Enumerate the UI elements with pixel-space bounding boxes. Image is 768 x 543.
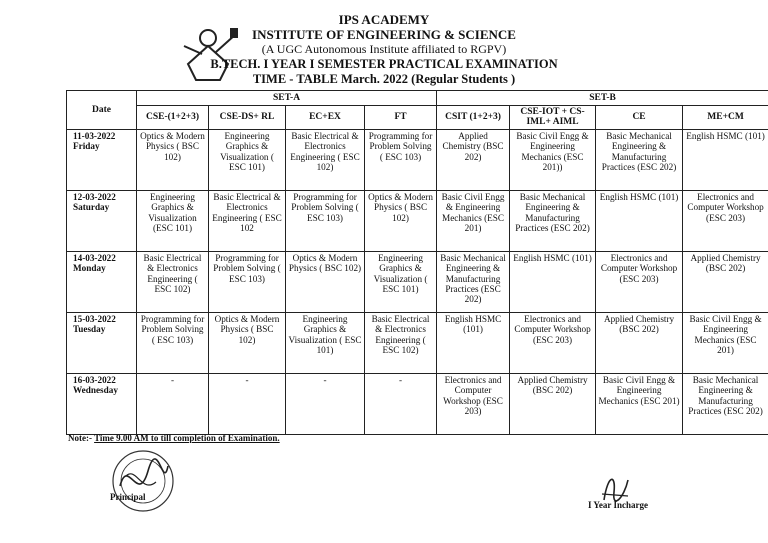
table-cell: Basic Civil Engg & Engineering Mechanics (ESC 201)) (510, 129, 596, 190)
day: Tuesday (73, 324, 106, 335)
column-header: CSIT (1+2+3) (437, 106, 510, 130)
table-cell: English HSMC (101) (437, 312, 510, 373)
date: 12-03-2022 (73, 191, 116, 202)
table-cell: Basic Civil Engg & Engineering Mechanics (ESC 201) (437, 190, 510, 251)
date: 11-03-2022 (73, 130, 116, 141)
column-header: ME+CM (683, 106, 768, 130)
table-cell: Basic Mechanical Engineering & Manufacturing Practices (ESC 202) (596, 129, 683, 190)
table-cell: - (365, 373, 437, 434)
column-header: CSE-IOT + CS-IML+ AIML (510, 106, 596, 130)
date: 15-03-2022 (73, 313, 116, 324)
table-cell: Engineering Graphics & Visualization ( ESC 101) (365, 251, 437, 312)
table-cell: Applied Chemistry (BSC 202) (510, 373, 596, 434)
timetable (66, 90, 768, 435)
table-cell: Programming for Problem Solving ( ESC 103) (209, 251, 286, 312)
exam-title: B.TECH. I YEAR I SEMESTER PRACTICAL EXAMINATION (210, 57, 558, 71)
date-cell (67, 373, 137, 434)
day: Friday (73, 141, 100, 152)
institute-seal-icon (108, 446, 178, 516)
date-header: Date (67, 91, 137, 130)
date: 16-03-2022 (73, 374, 116, 385)
table-cell: Optics & Modern Physics ( BSC 102) (137, 129, 209, 190)
day: Monday (73, 263, 106, 274)
table-cell: Optics & Modern Physics ( BSC 102) (286, 251, 365, 312)
table-cell: Engineering Graphics & Visualization ( ESC 101) (286, 312, 365, 373)
set-b-header: SET-B (437, 91, 768, 106)
date-cell (67, 129, 137, 190)
timetable-title: TIME - TABLE March. 2022 (Regular Students ) (252, 72, 516, 86)
table-cell: Programming for Problem Solving ( ESC 103) (137, 312, 209, 373)
document-header (0, 12, 768, 87)
table-cell: Basic Mechanical Engineering & Manufacturing Practices (ESC 202) (683, 373, 768, 434)
exam-time-note (68, 433, 280, 443)
year-incharge-label: I Year Incharge (588, 500, 648, 510)
table-cell: Basic Electrical & Electronics Engineering ( ESC 102) (365, 312, 437, 373)
table-cell: Electronics and Computer Workshop (ESC 203) (437, 373, 510, 434)
table-cell: Basic Electrical & Electronics Engineering ( ESC 102) (137, 251, 209, 312)
table-cell: Programming for Problem Solving ( ESC 103) (286, 190, 365, 251)
table-row (67, 312, 768, 373)
table-cell: Electronics and Computer Workshop (ESC 203) (596, 251, 683, 312)
table-cell: English HSMC (101) (596, 190, 683, 251)
table-cell: Basic Civil Engg & Engineering Mechanics (ESC 201) (683, 312, 768, 373)
table-cell: Basic Civil Engg & Engineering Mechanics (ESC 201) (596, 373, 683, 434)
column-header: CSE-(1+2+3) (137, 106, 209, 130)
table-cell: English HSMC (101) (683, 129, 768, 190)
column-header: FT (365, 106, 437, 130)
date-cell (67, 190, 137, 251)
table-cell: - (286, 373, 365, 434)
table-row (67, 129, 768, 190)
table-row (67, 251, 768, 312)
day: Saturday (73, 202, 110, 213)
table-cell: Basic Mechanical Engineering & Manufacturing Practices (ESC 202) (437, 251, 510, 312)
table-cell: Electronics and Computer Workshop (ESC 203) (683, 190, 768, 251)
note-prefix: Note:- (68, 433, 92, 443)
table-cell: Applied Chemistry (BSC 202) (683, 251, 768, 312)
column-header: CSE-DS+ RL (209, 106, 286, 130)
table-cell: Basic Mechanical Engineering & Manufacturing Practices (ESC 202) (510, 190, 596, 251)
table-row (67, 190, 768, 251)
institute-name: INSTITUTE OF ENGINEERING & SCIENCE (252, 27, 516, 42)
table-cell: Engineering Graphics & Visualization ( ESC 101) (209, 129, 286, 190)
date-cell (67, 251, 137, 312)
table-cell: - (209, 373, 286, 434)
table-row (67, 373, 768, 434)
table-cell: Optics & Modern Physics ( BSC 102) (365, 190, 437, 251)
set-header-row (67, 91, 768, 106)
table-cell: Basic Electrical & Electronics Engineering ( ESC 102) (286, 129, 365, 190)
table-cell: Electronics and Computer Workshop (ESC 203) (510, 312, 596, 373)
principal-label: Principal (110, 492, 146, 502)
table-cell: Programming for Problem Solving ( ESC 103) (365, 129, 437, 190)
table-cell: Optics & Modern Physics ( BSC 102) (209, 312, 286, 373)
affiliation: (A UGC Autonomous Institute affiliated to RGPV) (261, 42, 507, 56)
date-cell (67, 312, 137, 373)
day: Wednesday (73, 385, 118, 396)
note-text: Time 9.00 AM to till completion of Examination. (94, 433, 280, 443)
table-cell: Applied Chemistry (BSC 202) (437, 129, 510, 190)
column-header: CE (596, 106, 683, 130)
column-header: EC+EX (286, 106, 365, 130)
academy-name: IPS ACADEMY (338, 12, 430, 27)
table-cell: Applied Chemistry (BSC 202) (596, 312, 683, 373)
table-cell: Engineering Graphics & Visualization (ESC 101) (137, 190, 209, 251)
set-a-header: SET-A (137, 91, 437, 106)
column-header-row (67, 106, 768, 130)
date: 14-03-2022 (73, 252, 116, 263)
table-cell: English HSMC (101) (510, 251, 596, 312)
table-cell: Basic Electrical & Electronics Engineering ( ESC 102 (209, 190, 286, 251)
table-cell: - (137, 373, 209, 434)
